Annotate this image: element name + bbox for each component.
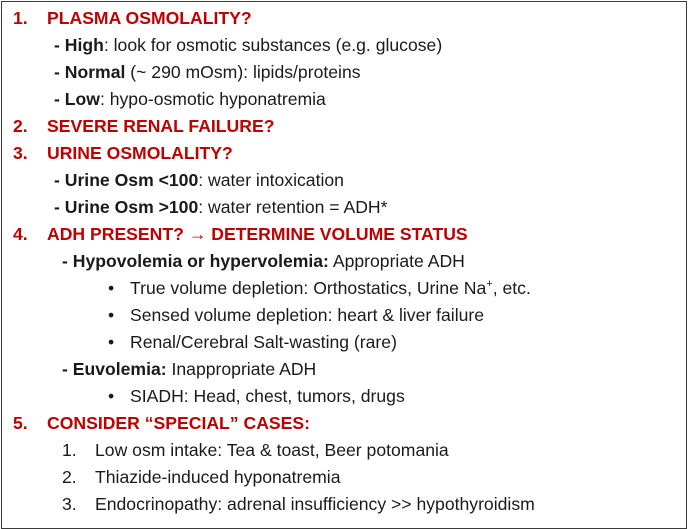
item-5-sub-2-text: Thiazide-induced hyponatremia <box>95 467 341 487</box>
item-1-sub-high: - High: look for osmotic substances (e.g. glucose) <box>54 35 443 55</box>
item-4-heading: ADH PRESENT? → DETERMINE VOLUME STATUS <box>47 224 468 244</box>
item-3-sub-gt100: - Urine Osm >100: water retention = ADH* <box>54 197 388 217</box>
item-5-heading: CONSIDER “SPECIAL” CASES: <box>47 413 310 433</box>
item-5-sub-2-number: 2. <box>62 467 77 487</box>
item-4-group-hypo-hyper: - Hypovolemia or hypervolemia: Appropriate ADH <box>62 251 465 271</box>
item-2-number: 2. <box>13 116 28 136</box>
item-5-sub-1-text: Low osm intake: Tea & toast, Beer potomania <box>95 440 449 460</box>
item-1-number: 1. <box>13 8 28 28</box>
item-4-bullet-siadh: SIADH: Head, chest, tumors, drugs <box>130 386 405 406</box>
item-1-sub-normal: - Normal (~ 290 mOsm): lipids/proteins <box>54 62 361 82</box>
bullet-icon: • <box>108 332 115 352</box>
item-5-sub-3-text: Endocrinopathy: adrenal insufficiency >> hypothyroidism <box>95 494 535 514</box>
bullet-icon: • <box>108 386 115 406</box>
arrow-right-icon: → <box>188 224 207 244</box>
item-4-number: 4. <box>13 224 28 244</box>
bullet-icon: • <box>108 305 115 325</box>
item-1-heading: PLASMA OSMOLALITY? <box>47 8 252 28</box>
item-3-sub-lt100: - Urine Osm <100: water intoxication <box>54 170 344 190</box>
item-5-number: 5. <box>13 413 28 433</box>
item-3-number: 3. <box>13 143 28 163</box>
item-4-bullet-salt-wasting: Renal/Cerebral Salt-wasting (rare) <box>130 332 397 352</box>
item-4-group-euvolemia: - Euvolemia: Inappropriate ADH <box>62 359 317 379</box>
item-2-heading: SEVERE RENAL FAILURE? <box>47 116 275 136</box>
item-3-heading: URINE OSMOLALITY? <box>47 143 233 163</box>
item-5-sub-1-number: 1. <box>62 440 77 460</box>
bullet-icon: • <box>108 278 115 298</box>
item-5-sub-3-number: 3. <box>62 494 77 514</box>
item-1-sub-low: - Low: hypo-osmotic hyponatremia <box>54 89 326 109</box>
item-4-bullet-sensed-depletion: Sensed volume depletion: heart & liver failure <box>130 305 485 325</box>
item-4-bullet-true-depletion: True volume depletion: Orthostatics, Urine Na+, etc. <box>130 278 531 298</box>
